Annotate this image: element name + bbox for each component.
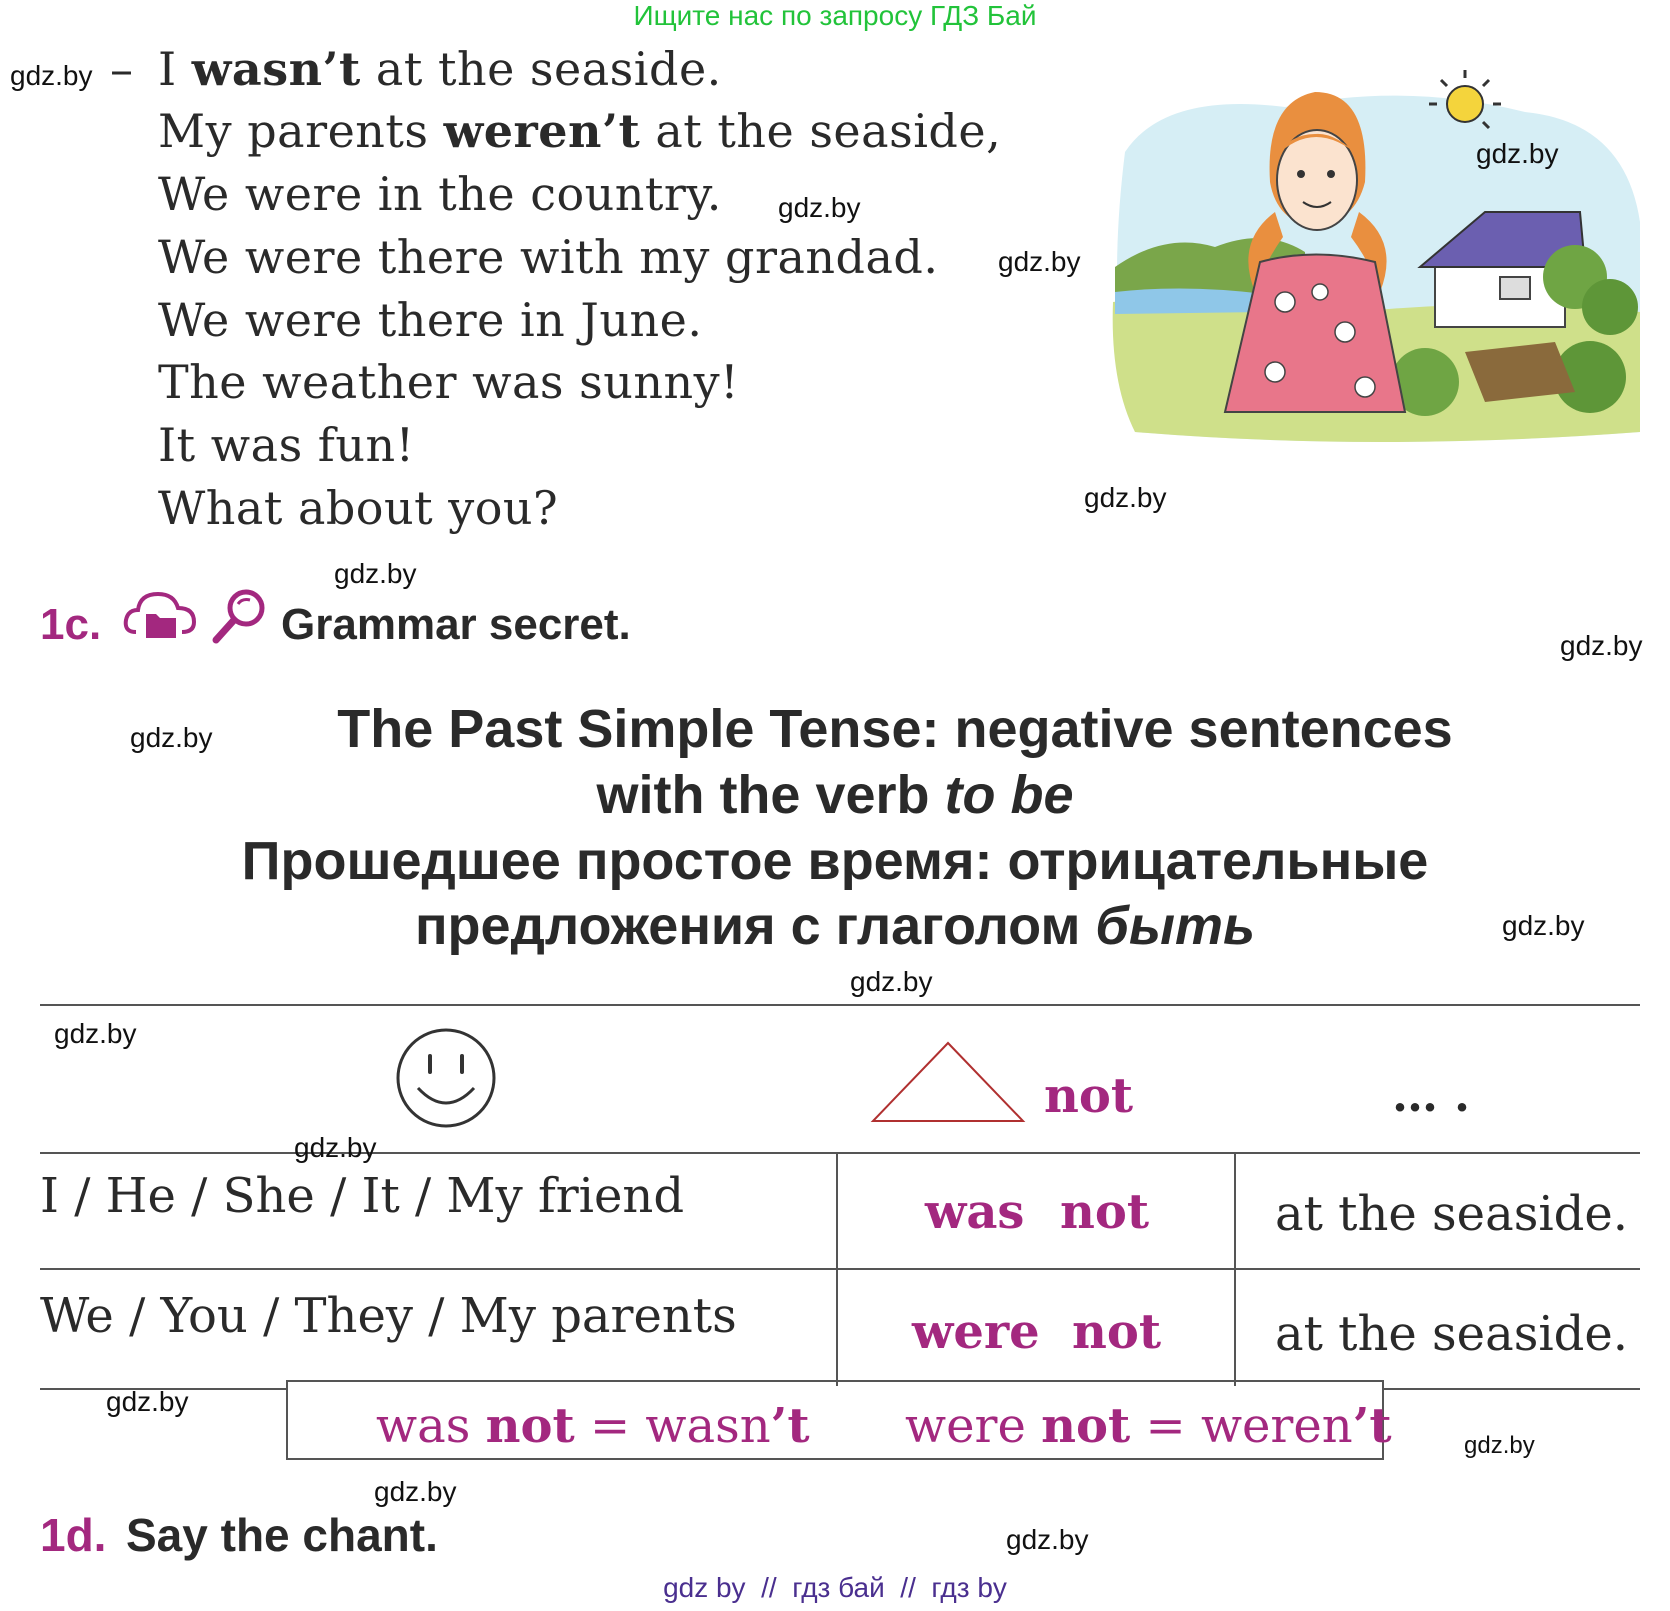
watermark: gdz.by	[106, 1386, 189, 1417]
exercise-1d-title: Say the chant.	[126, 1509, 438, 1561]
heading-en-line-2	[0, 764, 1670, 826]
poem-line-1-pre: I	[158, 42, 192, 96]
watermark: gdz.by	[10, 60, 93, 91]
watermark: gdz.by	[1476, 138, 1559, 169]
poem-line-1-bold: wasn’t	[191, 42, 361, 96]
contraction-were	[905, 1398, 1392, 1454]
row-2-verb: were	[912, 1304, 1040, 1360]
heading-ru-line-2	[0, 895, 1670, 957]
heading-en-line-2-pre: with the verb	[596, 765, 945, 825]
poem-line-2-bold: weren’t	[443, 104, 641, 158]
table-header-line	[40, 1152, 1640, 1154]
poem-dash: –	[110, 42, 133, 96]
cloud-folder-icon	[122, 586, 198, 640]
heading-en-line-1: The Past Simple Tense: negative sentences	[337, 699, 1453, 759]
poem-line-1-post: at the seaside.	[360, 42, 722, 96]
triangle-icon	[870, 1040, 1026, 1124]
poem-line-2-pre: My parents	[158, 104, 444, 158]
row-1-verb: was	[925, 1184, 1025, 1240]
watermark: gdz.by	[54, 1018, 137, 1049]
poem-line-6: The weather was sunny!	[158, 355, 740, 409]
poem-line-5: We were there in June.	[158, 293, 703, 347]
watermark: gdz.by	[778, 192, 861, 223]
watermark: gdz.by	[334, 558, 417, 589]
contraction-were-a: were	[905, 1398, 1042, 1454]
watermark: gdz.by	[1084, 482, 1167, 513]
poem-line-4: We were there with my grandad.	[158, 230, 939, 284]
watermark: gdz.by	[130, 722, 213, 753]
magnifier-icon	[210, 586, 268, 646]
smiley-icon	[394, 1026, 498, 1130]
watermark: gdz.by	[1006, 1524, 1089, 1555]
exercise-1d-number: 1d.	[40, 1509, 107, 1561]
contraction-were-c: = weren	[1130, 1398, 1353, 1454]
poem-line-2-post: at the seaside,	[640, 104, 1002, 158]
watermark: gdz.by	[998, 246, 1081, 277]
watermark: gdz.by	[294, 1132, 377, 1163]
contraction-were-d: ’t	[1352, 1398, 1392, 1454]
header-dots: … .	[1392, 1068, 1471, 1122]
table-row-line	[40, 1268, 1640, 1270]
row-2-rest: at the seaside.	[1275, 1306, 1629, 1362]
footer-links[interactable]: gdz by // гдз бай // гдз by	[663, 1572, 1007, 1603]
exercise-1c-number: 1c.	[40, 600, 102, 649]
contraction-was-a: was	[376, 1398, 486, 1454]
watermark: gdz.by	[1464, 1432, 1535, 1459]
top-banner[interactable]: Ищите нас по запросу ГДЗ Бай	[633, 0, 1037, 31]
row-1-not: not	[1060, 1184, 1150, 1240]
contraction-were-b: not	[1041, 1398, 1131, 1454]
table-bottom-line-right	[1384, 1388, 1640, 1390]
poem-line-8: What about you?	[158, 481, 559, 535]
watermark: gdz.by	[1560, 630, 1643, 661]
heading-en-line-2-italic: to be	[944, 765, 1074, 825]
table-top-line	[40, 1004, 1640, 1006]
contraction-was-d: ’t	[770, 1398, 810, 1454]
watermark: gdz.by	[850, 966, 933, 997]
contraction-was-b: not	[485, 1398, 575, 1454]
poem-line-7: It was fun!	[158, 418, 415, 472]
row-1-subject: I / He / She / It / My friend	[40, 1168, 685, 1224]
watermark: gdz.by	[1502, 910, 1585, 941]
heading-ru-line-2-pre: предложения с глаголом	[414, 896, 1096, 956]
heading-ru-line-1: Прошедшее простое время: отрицательные	[241, 831, 1429, 891]
poem-line-2	[158, 104, 1001, 158]
poem-line-1	[158, 42, 722, 96]
poem-line-3: We were in the country.	[158, 167, 722, 221]
girl-countryside-illustration	[1105, 62, 1645, 442]
header-not: not	[1044, 1068, 1134, 1124]
exercise-1c-title: Grammar secret.	[281, 600, 631, 649]
contraction-was-c: = wasn	[574, 1398, 771, 1454]
contraction-was	[376, 1398, 810, 1454]
row-2-not: not	[1072, 1304, 1162, 1360]
watermark: gdz.by	[374, 1476, 457, 1507]
row-2-subject: We / You / They / My parents	[40, 1288, 737, 1344]
heading-ru-line-2-italic: быть	[1095, 896, 1256, 956]
row-1-rest: at the seaside.	[1275, 1186, 1629, 1242]
